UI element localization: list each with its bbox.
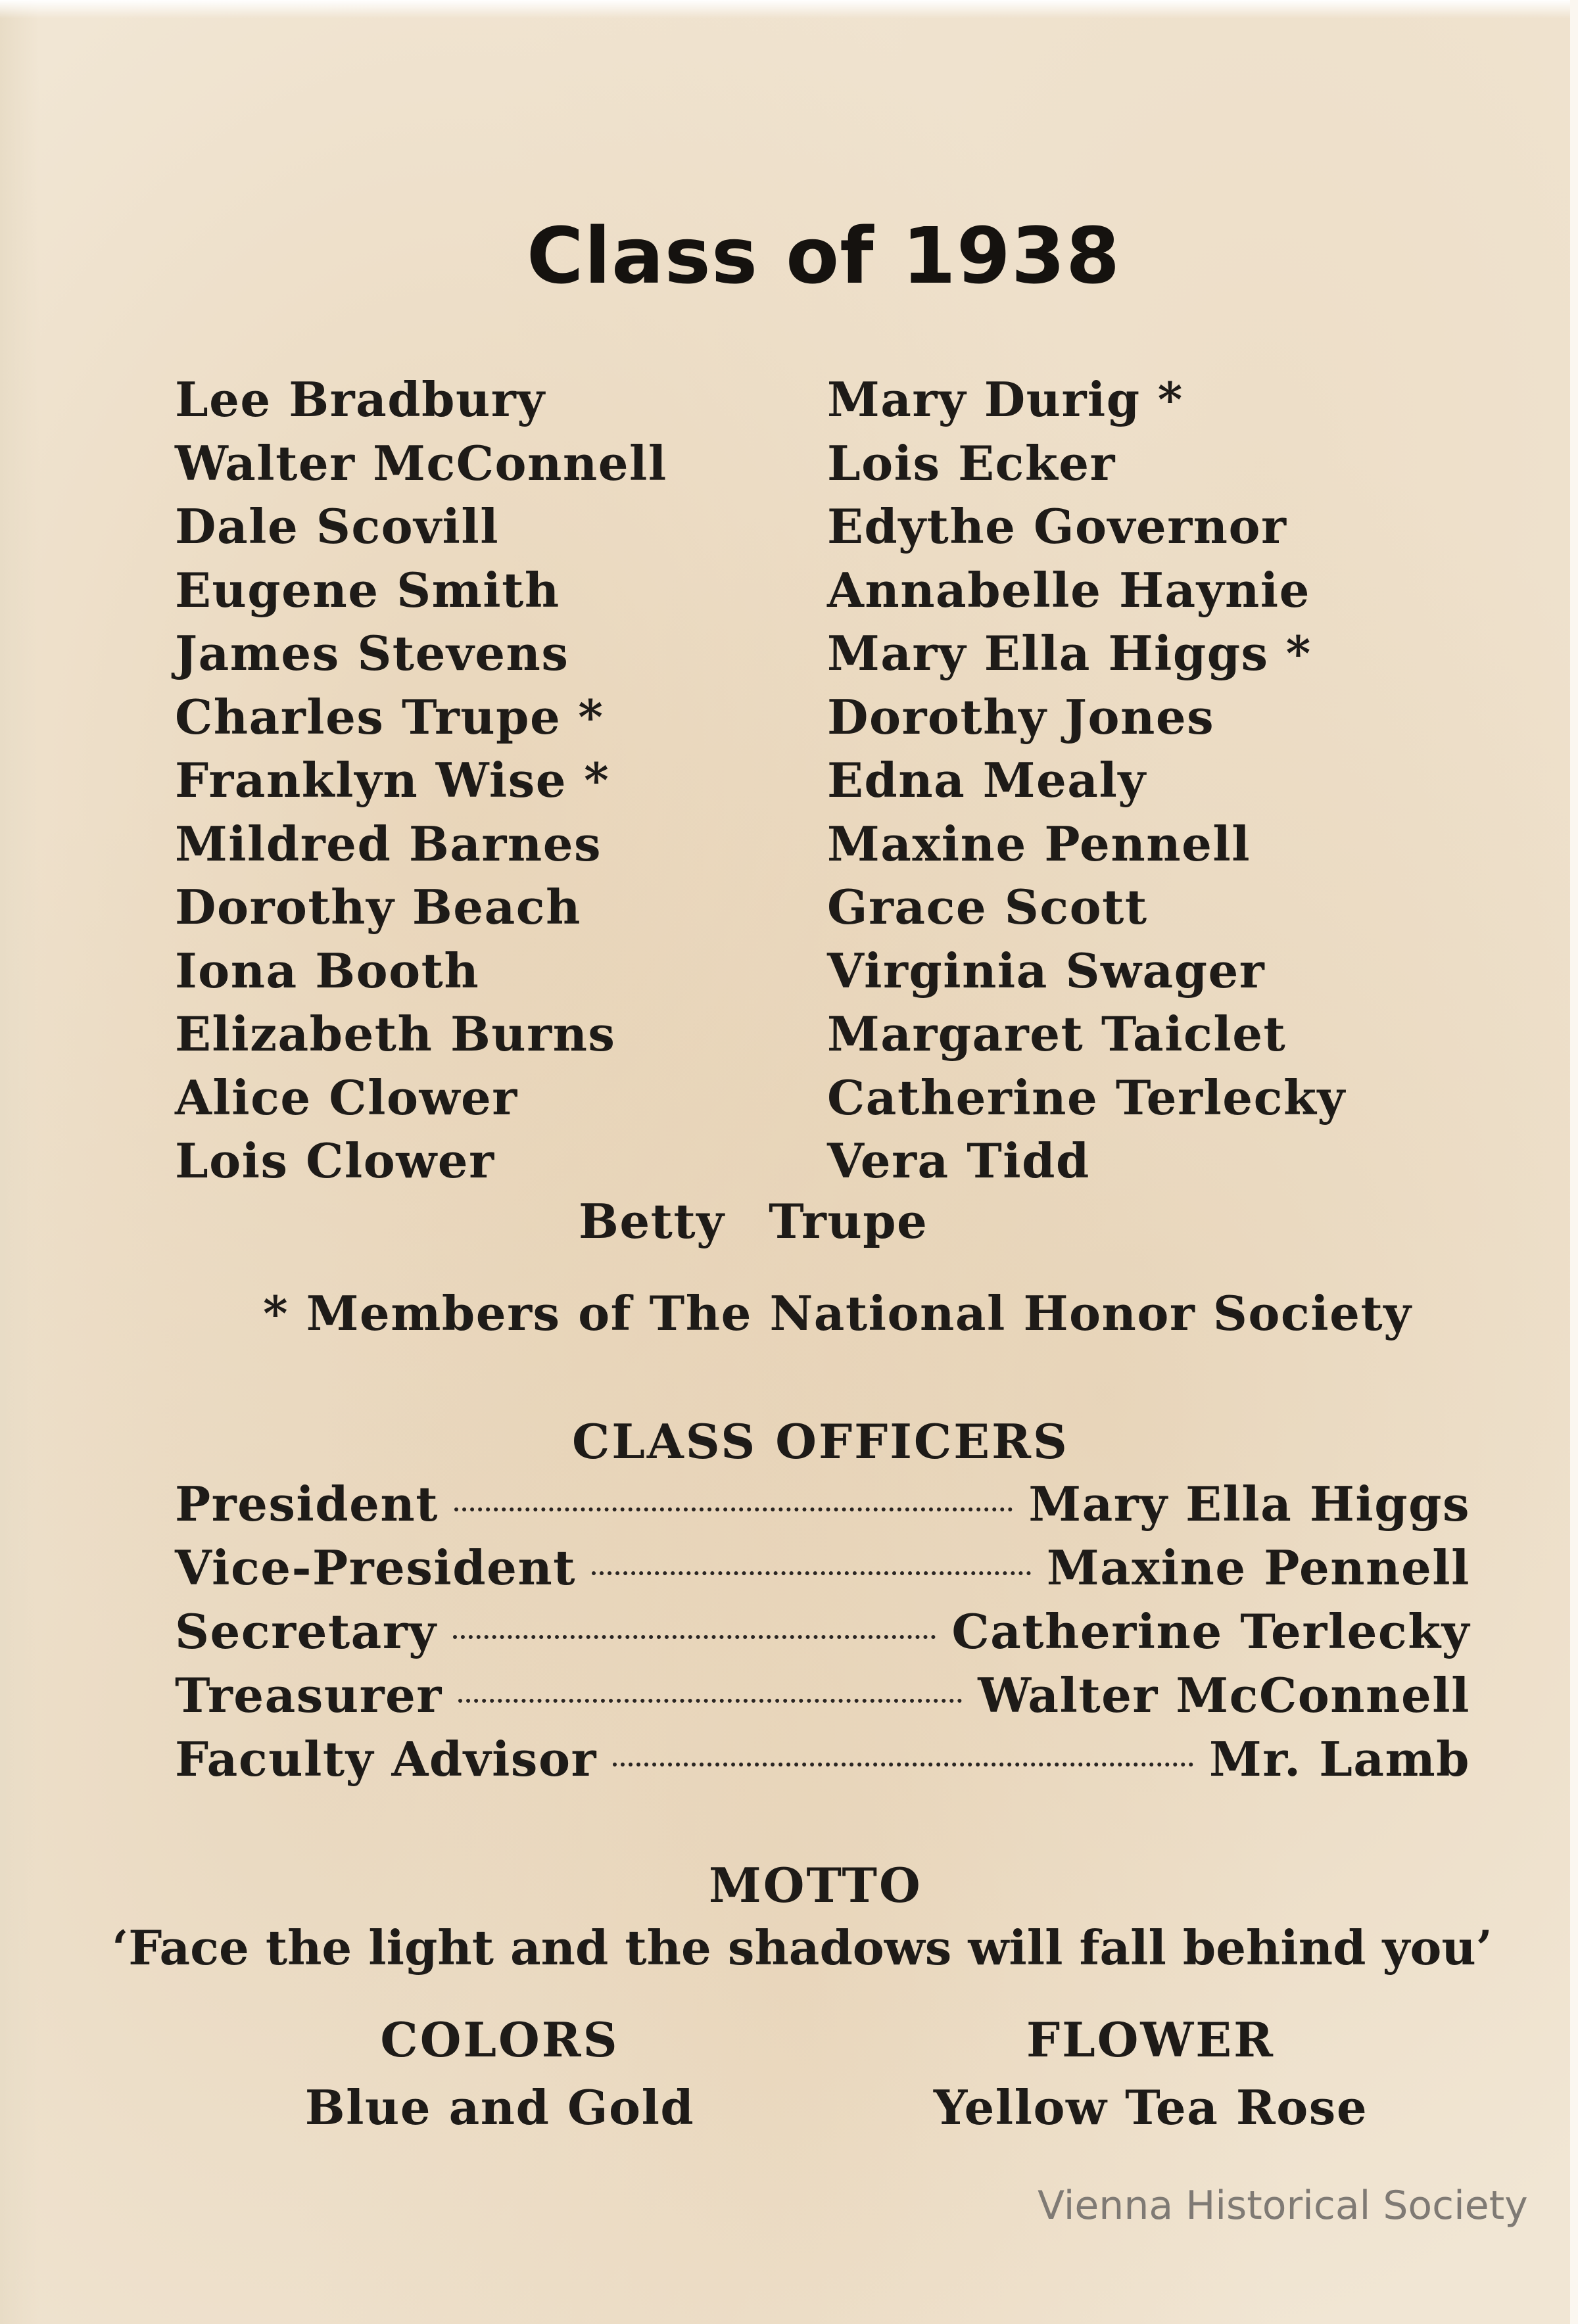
honor-star: * (1157, 371, 1184, 427)
colors-value: Blue and Gold (304, 2079, 695, 2135)
student-name: Alice Clower (175, 1069, 518, 1126)
student-name: Eugene Smith (175, 561, 560, 618)
student-name: Lee Bradbury (175, 371, 546, 427)
dot-leader (453, 1635, 936, 1639)
dot-leader (454, 1507, 1013, 1511)
officer-row (175, 1476, 1470, 1540)
student-name: Walter McConnell (175, 435, 667, 491)
honor-society-note: * Members of The National Honor Society (263, 1285, 1412, 1341)
student-name: Mildred Barnes (175, 815, 602, 872)
officer-row (175, 1667, 1470, 1731)
student-name: Dale Scovill (175, 498, 500, 554)
officer-name: Mary Ella Higgs (1028, 1476, 1470, 1532)
officers-heading: CLASS OFFICERS (572, 1413, 1069, 1469)
officer-row (175, 1603, 1470, 1667)
flower-value: Yellow Tea Rose (933, 2079, 1368, 2135)
officer-role: President (175, 1476, 439, 1532)
motto-text: ‘Face the light and the shadows will fall behind you’ (112, 1920, 1493, 1976)
student-name: Charles Trupe * (175, 688, 604, 745)
officer-role: Secretary (175, 1603, 437, 1659)
flower-heading: FLOWER (1026, 2012, 1276, 2068)
student-name: Lois Clower (175, 1133, 495, 1189)
flower-block (907, 2012, 1394, 2135)
student-name: Lois Ecker (827, 435, 1116, 491)
watermark-text: Vienna Historical Society (1038, 2183, 1528, 2229)
officer-name: Mr. Lamb (1209, 1731, 1470, 1787)
student-name: Vera Tidd (827, 1133, 1090, 1189)
students-left-column (175, 368, 684, 1193)
officer-row (175, 1540, 1470, 1603)
student-name: Mary Ella Higgs * (827, 625, 1312, 681)
student-name: Edna Mealy (827, 752, 1147, 808)
officer-role: Faculty Advisor (175, 1731, 597, 1787)
student-name: Annabelle Haynie (827, 561, 1310, 618)
honor-star: * (584, 752, 610, 808)
page-title: Class of 1938 (526, 210, 1121, 301)
officer-row (175, 1731, 1470, 1795)
student-name: Dorothy Jones (827, 688, 1215, 745)
officer-role: Treasurer (175, 1667, 442, 1723)
student-name: Virginia Swager (827, 942, 1266, 999)
student-name: Edythe Governor (827, 498, 1287, 554)
paper-top-edge (0, 0, 1578, 18)
student-name: Elizabeth Burns (175, 1006, 616, 1062)
officer-name: Catherine Terlecky (951, 1603, 1470, 1659)
student-name: Grace Scott (827, 879, 1148, 935)
student-name: Iona Booth (175, 942, 480, 999)
dot-leader (592, 1571, 1031, 1575)
honor-star: * (578, 688, 604, 745)
officer-name: Walter McConnell (978, 1667, 1470, 1723)
colors-heading: COLORS (380, 2012, 619, 2068)
student-name-centered: Betty Trupe (579, 1193, 928, 1249)
student-name: Catherine Terlecky (827, 1069, 1346, 1126)
dot-leader (458, 1699, 962, 1703)
students-right-column (827, 368, 1363, 1193)
officer-name: Maxine Pennell (1046, 1540, 1470, 1596)
student-name: Maxine Pennell (827, 815, 1251, 872)
student-name: James Stevens (175, 625, 569, 681)
student-name: Margaret Taiclet (827, 1006, 1287, 1062)
dot-leader (613, 1763, 1193, 1767)
motto-heading: MOTTO (709, 1857, 922, 1913)
officers-list (175, 1476, 1470, 1795)
student-name: Mary Durig * (827, 371, 1184, 427)
student-name: Franklyn Wise * (175, 752, 610, 808)
officer-role: Vice-President (175, 1540, 577, 1596)
honor-star: * (1285, 625, 1312, 681)
colors-block (289, 2012, 710, 2135)
student-name: Dorothy Beach (175, 879, 581, 935)
